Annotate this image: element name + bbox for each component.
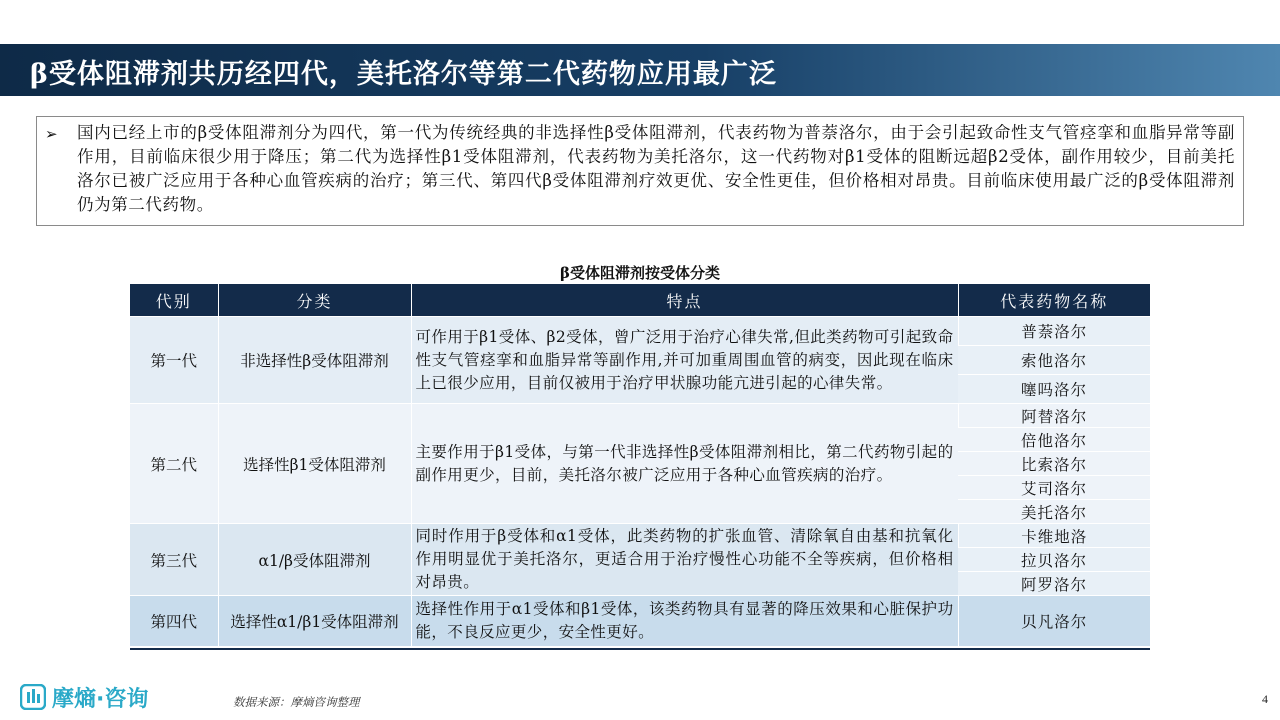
generation-cell: 第一代	[130, 317, 218, 404]
drug-cell: 美托洛尔	[958, 500, 1150, 524]
drug-cell: 倍他洛尔	[958, 428, 1150, 452]
title-bar	[0, 44, 1280, 96]
features-cell: 同时作用于β受体和α1受体，此类药物的扩张血管、清除氧自由基和抗氧化作用明显优于美托洛尔，更适合用于治疗慢性心功能不全等疾病，但价格相对昂贵。	[411, 524, 958, 596]
table-title: β受体阻滞剂按受体分类	[560, 264, 720, 282]
drug-cell: 索他洛尔	[958, 346, 1150, 375]
bullet-arrow-icon: ➢	[45, 125, 58, 143]
features-cell: 选择性作用于α1受体和β1受体，该类药物具有显著的降压效果和心脏保护功能，不良反应更少，安全性更好。	[411, 596, 958, 647]
drug-cell: 艾司洛尔	[958, 476, 1150, 500]
features-cell: 主要作用于β1受体，与第一代非选择性β受体阻滞剂相比，第二代药物引起的副作用更少，目前，美托洛尔被广泛应用于各种心血管疾病的治疗。	[411, 404, 958, 524]
category-cell: 选择性β1受体阻滞剂	[218, 404, 411, 524]
page-title: β受体阻滞剂共历经四代，美托洛尔等第二代药物应用最广泛	[30, 59, 777, 90]
table-row	[130, 317, 1150, 346]
generation-cell: 第四代	[130, 596, 218, 647]
drug-cell: 噻吗洛尔	[958, 375, 1150, 404]
category-cell: 选择性α1/β1受体阻滞剂	[218, 596, 411, 647]
drug-cell: 比索洛尔	[958, 452, 1150, 476]
header-features: 特点	[411, 284, 958, 317]
drug-cell: 阿罗洛尔	[958, 572, 1150, 596]
beta-blocker-table	[130, 284, 1150, 646]
features-cell: 可作用于β1受体、β2受体，曾广泛用于治疗心律失常,但此类药物可引起致命性支气管痉挛和血脂异常等副作用,并可加重周围血管的病变，因此现在临床上已很少应用，目前仅被用于治疗甲状腺功能亢进引起的心律失常。	[411, 317, 958, 404]
table-row	[130, 404, 1150, 428]
intro-text: 国内已经上市的β受体阻滞剂分为四代，第一代为传统经典的非选择性β受体阻滞剂，代表药物为普萘洛尔，由于会引起致命性支气管痉挛和血脂异常等副作用，目前临床很少用于降压；第二代为选择性β1受体阻滞剂，代表药物为美托洛尔，这一代药物对β1受体的阻断远超β2受体，副作用较少，目前美托洛尔已被广泛应用于各种心血管疾病的治疗；第三代、第四代β受体阻滞剂疗效更优、安全性更佳，但价格相对昂贵。目前临床使用最广泛的β受体阻滞剂仍为第二代药物。	[77, 123, 1235, 214]
logo-text: 摩熵·咨询	[52, 686, 149, 712]
table-bottom-rule	[130, 648, 1150, 650]
drug-cell: 卡维地洛	[958, 524, 1150, 548]
drug-cell: 拉贝洛尔	[958, 548, 1150, 572]
table-row	[130, 596, 1150, 647]
company-logo	[20, 683, 148, 711]
intro-box	[36, 116, 1244, 226]
drug-cell: 阿替洛尔	[958, 404, 1150, 428]
drug-cell: 贝凡洛尔	[958, 596, 1150, 647]
table-row	[130, 524, 1150, 548]
category-cell: 非选择性β受体阻滞剂	[218, 317, 411, 404]
page-number: 4	[1262, 692, 1268, 706]
header-generation: 代别	[130, 284, 218, 317]
header-drugs: 代表药物名称	[958, 284, 1150, 317]
data-source-note: 数据来源：摩熵咨询整理	[233, 695, 360, 709]
generation-cell: 第三代	[130, 524, 218, 596]
drug-cell: 普萘洛尔	[958, 317, 1150, 346]
logo-mark-icon	[20, 684, 46, 710]
table-header-row	[130, 284, 1150, 317]
header-category: 分类	[218, 284, 411, 317]
generation-cell: 第二代	[130, 404, 218, 524]
category-cell: α1/β受体阻滞剂	[218, 524, 411, 596]
